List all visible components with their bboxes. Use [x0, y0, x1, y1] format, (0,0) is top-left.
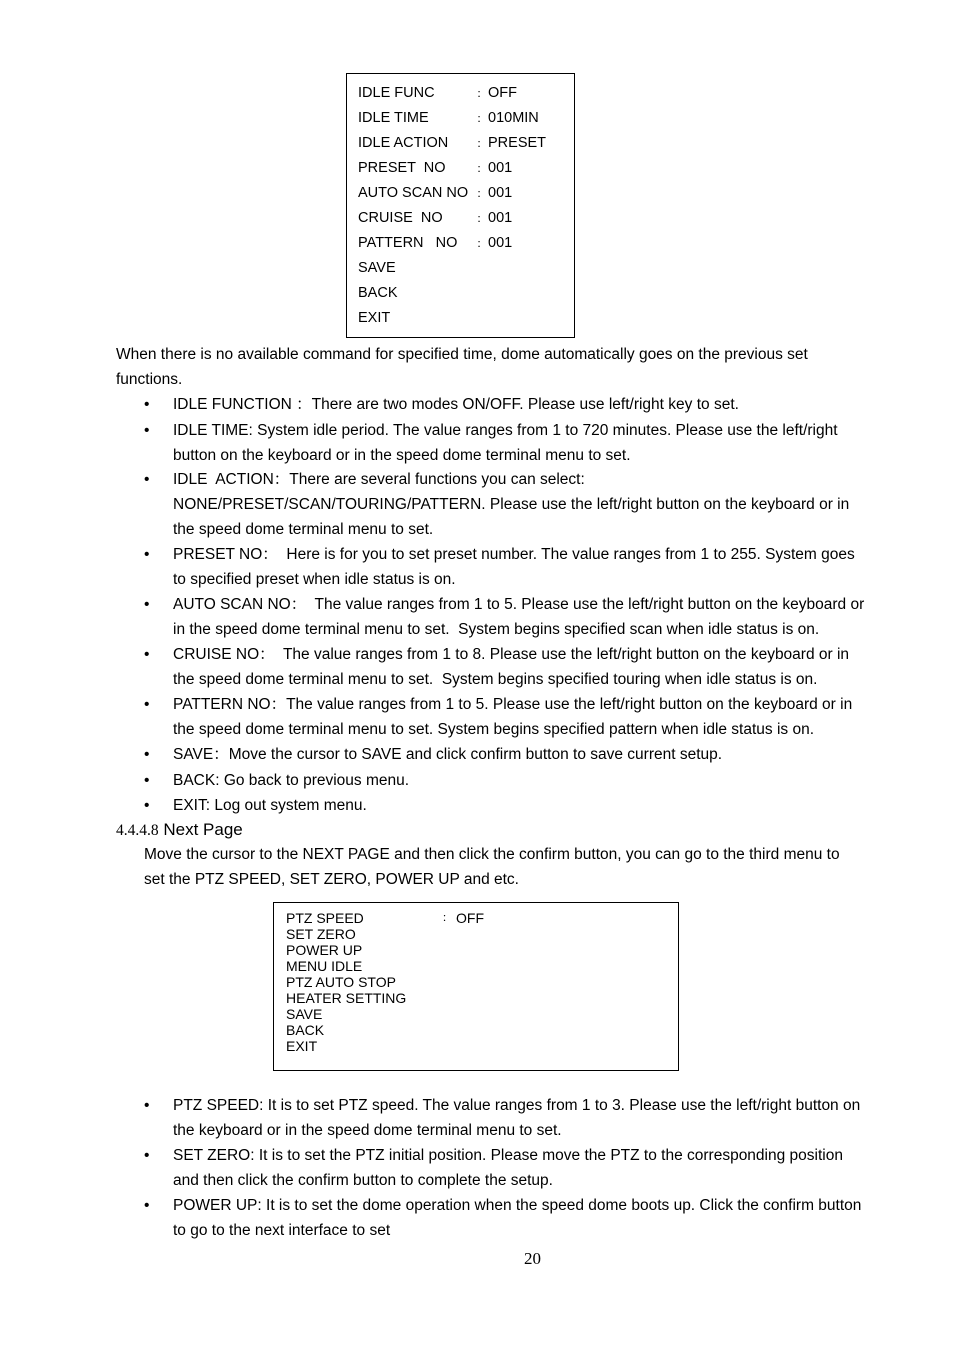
- next-page-menu-row: PTZ AUTO STOP: [286, 974, 396, 990]
- idle-menu-row: [358, 258, 476, 278]
- idle-menu-row: [358, 233, 512, 253]
- menu-colon: ：: [442, 912, 453, 924]
- menu-value: 010MIN: [488, 110, 539, 126]
- next-page-menu-row: MENU IDLE: [286, 958, 363, 974]
- menu-label: SAVE: [358, 260, 396, 276]
- section-number: 4.4.4.8: [116, 822, 159, 839]
- menu-label: IDLE TIME: [358, 110, 429, 126]
- bullet-exit: [173, 793, 933, 818]
- bullet-line: in the speed dome terminal menu to set. System begins specified scan when idle status is on.: [173, 621, 820, 638]
- bullet-icon: •: [144, 546, 150, 563]
- bullet-line: POWER UP: It is to set the dome operation when the speed dome boots up. Click the confirm button: [173, 1197, 862, 1214]
- idle-menu-row: [358, 183, 512, 203]
- bullet-line: to go to the next interface to set: [173, 1222, 391, 1239]
- next-page-menu-row: BACK: [286, 1022, 325, 1038]
- bullet-icon: •: [144, 646, 150, 663]
- bullet-line: PATTERN NO：The value ranges from 1 to 5. Please use the left/right button on the keyboard or in: [173, 696, 853, 713]
- menu-colon: ：: [476, 188, 488, 200]
- section-title: Next Page: [163, 820, 243, 839]
- bullet-line: PTZ SPEED: It is to set PTZ speed. The value ranges from 1 to 3. Please use the left/right button on: [173, 1097, 861, 1114]
- bullet-icon: •: [144, 1097, 150, 1114]
- bullet-line: IDLE TIME: System idle period. The value ranges from 1 to 720 minutes. Please use the left/right: [173, 422, 838, 439]
- bullet-line: and then click the confirm button to complete the setup.: [173, 1172, 553, 1189]
- intro-line: functions.: [116, 371, 183, 388]
- bullet-line: EXIT: Log out system menu.: [173, 797, 367, 814]
- bullet-set-zero: [173, 1143, 933, 1193]
- bullet-line: AUTO SCAN NO： The value ranges from 1 to 5. Please use the left/right button on the keyboard or: [173, 596, 865, 613]
- bullet-icon: •: [144, 772, 150, 789]
- next-page-menu-row: POWER UP: [286, 942, 363, 958]
- menu-colon: ：: [476, 113, 488, 125]
- menu-value: 001: [488, 160, 513, 176]
- bullet-icon: •: [144, 471, 150, 488]
- bullet-save: [173, 742, 933, 767]
- menu-value: 001: [488, 210, 513, 226]
- bullet-icon: •: [144, 1197, 150, 1214]
- menu-label: PRESET NO: [358, 160, 446, 176]
- bullet-line: to specified preset when idle status is on.: [173, 571, 456, 588]
- bullet-pattern-no: [173, 692, 933, 742]
- bullet-line: SET ZERO: It is to set the PTZ initial position. Please move the PTZ to the corresponding position: [173, 1147, 843, 1164]
- idle-menu-row: [358, 108, 539, 128]
- bullet-line: CRUISE NO： The value ranges from 1 to 8. Please use the left/right button on the keyboard or in: [173, 646, 850, 663]
- idle-menu-row: [358, 133, 546, 153]
- bullet-icon: •: [144, 746, 150, 763]
- bullet-line: NONE/PRESET/SCAN/TOURING/PATTERN. Please use the left/right button on the keyboard or in: [173, 496, 850, 513]
- menu-label: PATTERN NO: [358, 235, 458, 251]
- menu-colon: ：: [476, 88, 488, 100]
- idle-menu-row: [358, 208, 512, 228]
- idle-menu-row: [358, 83, 517, 103]
- menu-colon: ：: [476, 213, 488, 225]
- idle-menu-row: [358, 283, 476, 303]
- next-page-menu-row: PTZ SPEED: [286, 910, 364, 926]
- menu-colon: ：: [476, 238, 488, 250]
- menu-value: OFF: [456, 910, 484, 926]
- menu-label: IDLE ACTION: [358, 135, 449, 151]
- bullet-power-up: [173, 1193, 933, 1243]
- bullet-line: button on the keyboard or in the speed dome terminal menu to set.: [173, 447, 631, 464]
- menu-label: CRUISE NO: [358, 210, 443, 226]
- bullet-line: SAVE：Move the cursor to SAVE and click confirm button to save current setup.: [173, 746, 723, 763]
- menu-colon: ：: [476, 138, 488, 150]
- bullet-icon: •: [144, 797, 150, 814]
- bullet-line: IDLE ACTION：There are several functions you can select:: [173, 471, 585, 488]
- bullet-icon: •: [144, 422, 150, 439]
- bullet-idle-function: [173, 392, 933, 417]
- page-number: 20: [524, 1249, 541, 1268]
- bullet-icon: •: [144, 696, 150, 713]
- bullet-ptz-speed: [173, 1093, 933, 1143]
- bullet-auto-scan-no: [173, 592, 933, 642]
- menu-value: PRESET: [488, 135, 547, 151]
- idle-menu-row: [358, 158, 512, 178]
- bullet-idle-time: [173, 418, 933, 468]
- bullet-line: BACK: Go back to previous menu.: [173, 772, 410, 789]
- bullet-preset-no: [173, 542, 933, 592]
- section-heading: [116, 817, 243, 843]
- bullet-cruise-no: [173, 642, 933, 692]
- menu-label: IDLE FUNC: [358, 85, 435, 101]
- bullet-line: the speed dome terminal menu to set.: [173, 521, 434, 538]
- bullet-idle-action: [173, 467, 933, 542]
- bullet-line: the keyboard or in the speed dome terminal menu to set.: [173, 1122, 562, 1139]
- bullet-back: [173, 768, 933, 793]
- idle-menu-row: [358, 308, 476, 328]
- next-page-menu-row: SET ZERO: [286, 926, 356, 942]
- bullet-line: IDLE FUNCTION ：There are two modes ON/OFF. Please use left/right key to set.: [173, 396, 739, 413]
- bullet-line: the speed dome terminal menu to set. System begins specified touring when idle status is on.: [173, 671, 818, 688]
- menu-label: BACK: [358, 285, 398, 301]
- next-page-menu-row: EXIT: [286, 1038, 318, 1054]
- menu-label: EXIT: [358, 310, 391, 326]
- bullet-line: PRESET NO： Here is for you to set preset number. The value ranges from 1 to 255. System goes: [173, 546, 855, 563]
- bullet-icon: •: [144, 396, 150, 413]
- bullet-icon: •: [144, 596, 150, 613]
- bullet-line: the speed dome terminal menu to set. System begins specified pattern when idle status is on.: [173, 721, 815, 738]
- idle-menu-box: [346, 73, 575, 338]
- menu-value: 001: [488, 235, 513, 251]
- section-text-line: Move the cursor to the NEXT PAGE and then click the confirm button, you can go to the third menu to: [144, 846, 840, 863]
- menu-value: OFF: [488, 85, 517, 101]
- next-page-menu-row: SAVE: [286, 1006, 323, 1022]
- next-page-menu-box: [273, 902, 679, 1071]
- menu-colon: ：: [476, 163, 488, 175]
- menu-value: 001: [488, 185, 513, 201]
- section-text-line: set the PTZ SPEED, SET ZERO, POWER UP and etc.: [144, 871, 519, 888]
- bullet-icon: •: [144, 1147, 150, 1164]
- menu-label: AUTO SCAN NO: [358, 185, 469, 201]
- next-page-menu-row: HEATER SETTING: [286, 990, 407, 1006]
- intro-line: When there is no available command for specified time, dome automatically goes on the previous set: [116, 346, 808, 363]
